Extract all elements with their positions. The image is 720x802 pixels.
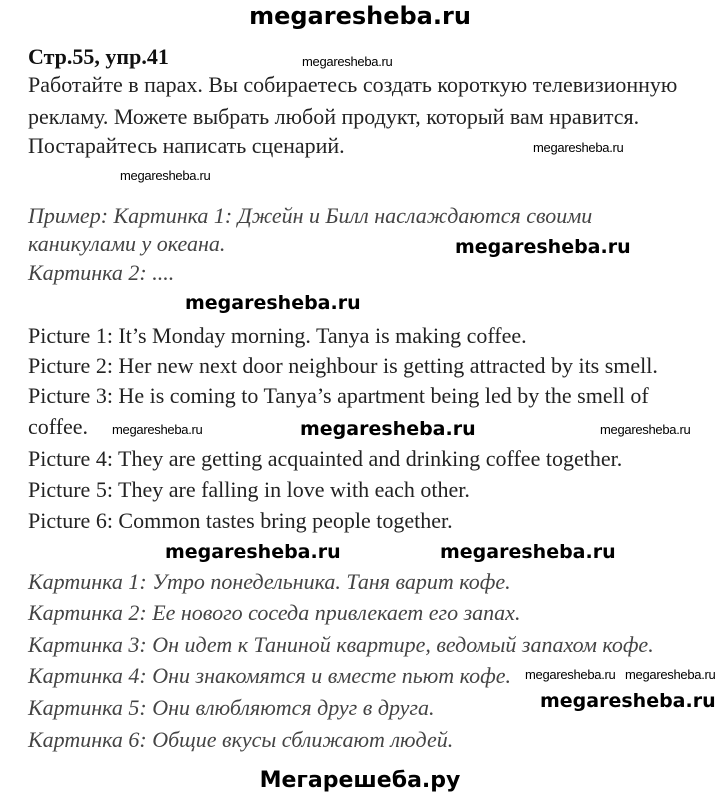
watermark: megaresheba.ru <box>600 422 691 437</box>
watermark: megaresheba.ru <box>455 236 631 258</box>
site-header: megaresheba.ru <box>249 2 471 30</box>
russian-line: Картинка 1: Утро понедельника. Таня варит кофе. <box>28 569 511 594</box>
english-line: Picture 4: They are getting acquainted and drinking coffee together. <box>28 446 623 471</box>
russian-line: Картинка 2: Ее нового соседа привлекает его запах. <box>28 600 521 625</box>
watermark: megaresheba.ru <box>440 541 616 563</box>
task-line: Работайте в парах. Вы собираетесь создать короткую телевизионную <box>28 72 678 97</box>
watermark: megaresheba.ru <box>185 292 361 314</box>
english-line: Picture 2: Her new next door neighbour is getting attracted by its smell. <box>28 353 658 378</box>
watermark: megaresheba.ru <box>533 140 624 155</box>
site-footer: Мегарешеба.ру <box>259 768 461 793</box>
english-line: Picture 3: He is coming to Tanya’s apartment being led by the smell of <box>28 383 649 408</box>
example-line: Картинка 2: .... <box>28 260 175 285</box>
watermark: megaresheba.ru <box>120 168 211 183</box>
task-line: Постарайтесь написать сценарий. <box>28 133 345 158</box>
english-line: Picture 1: It’s Monday morning. Tanya is making coffee. <box>28 323 527 348</box>
english-line: Picture 6: Common tastes bring people together. <box>28 508 453 533</box>
russian-line: Картинка 5: Они влюбляются друг в друга. <box>28 695 435 720</box>
exercise-title: Стр.55, упр.41 <box>28 44 169 69</box>
russian-line: Картинка 4: Они знакомятся и вместе пьют кофе. <box>28 663 511 688</box>
watermark: megaresheba.ru <box>300 418 476 440</box>
english-line: Picture 5: They are falling in love with each other. <box>28 477 470 502</box>
watermark: megaresheba.ru <box>112 422 203 437</box>
example-line: каникулами у океана. <box>28 231 226 256</box>
task-line: рекламу. Можете выбрать любой продукт, который вам нравится. <box>28 104 640 129</box>
english-line: coffee. <box>28 414 89 439</box>
russian-line: Картинка 6: Общие вкусы сближают людей. <box>28 727 454 752</box>
watermark: megaresheba.ru <box>165 541 341 563</box>
watermark: megaresheba.ru <box>302 54 393 69</box>
watermark: megaresheba.ru <box>625 667 716 682</box>
watermark: megaresheba.ru <box>540 690 716 712</box>
watermark: megaresheba.ru <box>525 667 616 682</box>
example-line: Пример: Картинка 1: Джейн и Билл наслаждаются своими <box>28 203 593 228</box>
russian-line: Картинка 3: Он идет к Таниной квартире, ведомый запахом кофе. <box>28 632 654 657</box>
